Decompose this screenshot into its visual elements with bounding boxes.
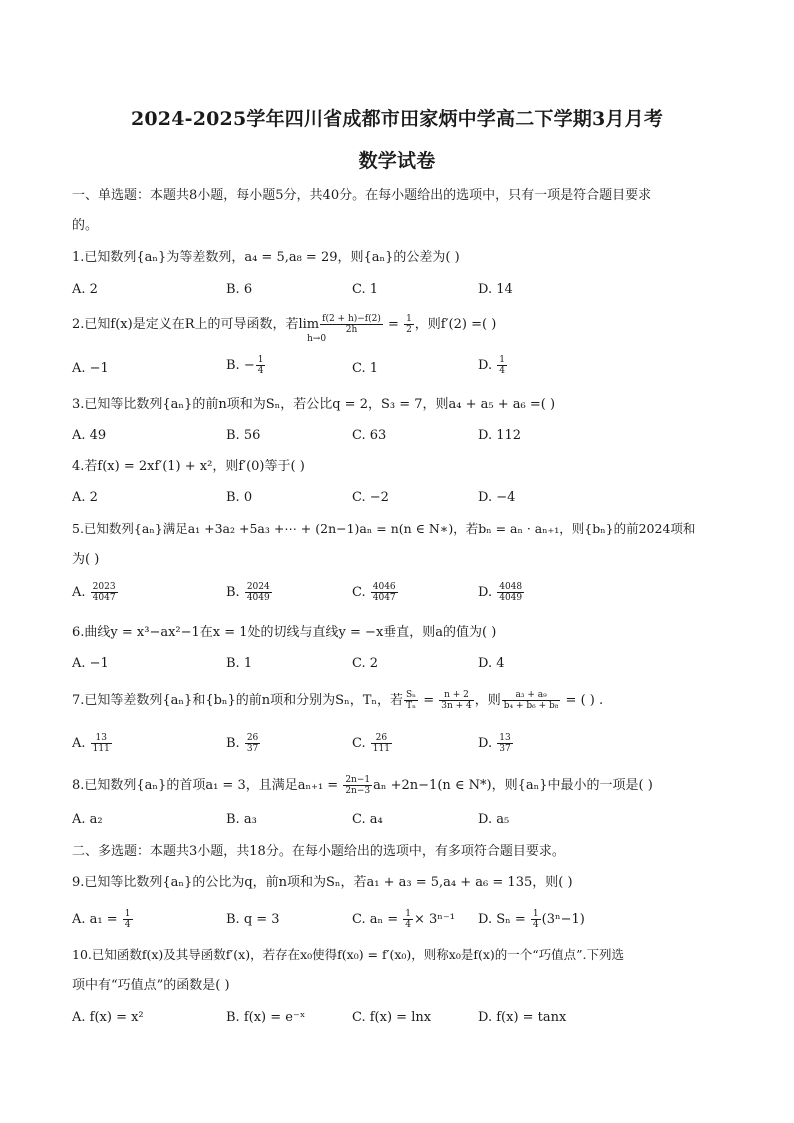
q5-option-d-num: 4048 bbox=[499, 582, 523, 592]
q1-option-d: D. 14 bbox=[478, 282, 513, 297]
q10-stem: 10.已知函数f(x)及其导函数f′(x)，若存在x₀使得f(x₀) = f′(x₀)，则称x₀是f(x)的一个“巧值点”.下列选 bbox=[72, 947, 625, 962]
q9-option-a bbox=[72, 909, 134, 930]
q7-option-a-den: 111 bbox=[92, 744, 110, 754]
q5-option-a bbox=[72, 582, 119, 603]
q2-option-b-den: 4 bbox=[257, 366, 264, 376]
q2-option-b-label: B. − bbox=[226, 358, 255, 373]
q7-stem bbox=[72, 690, 732, 711]
q5-option-a-den: 4047 bbox=[92, 593, 116, 603]
q2-equals: = bbox=[383, 317, 404, 332]
q7-option-b-den: 37 bbox=[246, 744, 259, 754]
q7-equals: = bbox=[419, 693, 439, 708]
q2-option-a: A. −1 bbox=[72, 361, 109, 376]
q7-option-a bbox=[72, 733, 113, 754]
q2-lim-subscript: h→0 bbox=[307, 334, 327, 344]
q5-option-b-label: B. bbox=[226, 585, 244, 600]
q6-option-c: C. 2 bbox=[352, 656, 379, 671]
q7-then: ，则 bbox=[474, 693, 501, 708]
q3-option-c: C. 63 bbox=[352, 428, 387, 443]
exam-subtitle: 数学试卷 bbox=[358, 150, 436, 172]
q4-option-a: A. 2 bbox=[72, 490, 98, 505]
q7-option-d-den: 37 bbox=[499, 744, 511, 754]
q4-option-b: B. 0 bbox=[226, 490, 253, 505]
q8-option-c: C. a₄ bbox=[352, 812, 383, 827]
q7-option-d bbox=[478, 733, 514, 754]
q8-stem-post: aₙ +2n−1(n ∈ N*)，则{aₙ}中最小的一项是( ) bbox=[373, 778, 653, 793]
q2-fraction-num: f(2 + h)−f(2) bbox=[322, 314, 381, 324]
q3-option-b: B. 56 bbox=[226, 428, 261, 443]
q10-option-b: B. f(x) = e⁻ˣ bbox=[226, 1010, 306, 1025]
q6-stem: 6.曲线y = x³−ax²−1在x = 1处的切线与直线y = −x垂直，则a的值为( ) bbox=[72, 625, 497, 640]
q6-option-a: A. −1 bbox=[72, 656, 109, 671]
q9-option-d bbox=[478, 909, 585, 930]
q1-option-a: A. 2 bbox=[72, 282, 98, 297]
q5-option-b-num: 2024 bbox=[246, 582, 270, 592]
q5-option-c-num: 4046 bbox=[372, 582, 396, 592]
q8-stem-pre: 8.已知数列{aₙ}的首项a₁ = 3，且满足aₙ₊₁ = bbox=[72, 778, 343, 793]
q2-option-d bbox=[478, 355, 508, 376]
q7-frac3-num: a₃ + a₉ bbox=[502, 690, 561, 701]
q5-option-c-label: C. bbox=[352, 585, 370, 600]
q5-option-b-den: 4049 bbox=[246, 593, 270, 603]
q8-option-d: D. a₅ bbox=[478, 812, 510, 827]
q9-option-c-label: C. aₙ = bbox=[352, 912, 403, 927]
q2-fraction-den: 2h bbox=[345, 325, 358, 335]
q2-option-d-den: 4 bbox=[499, 366, 505, 376]
q4-option-c: C. −2 bbox=[352, 490, 389, 505]
q7-option-c-num: 26 bbox=[371, 733, 392, 744]
q5-option-d bbox=[478, 582, 525, 603]
q6-option-b: B. 1 bbox=[226, 656, 253, 671]
q5-stem: 5.已知数列{aₙ}满足a₁ +3a₂ +5a₃ +⋯ + (2n−1)aₙ = n(n ∈ N∗)，若bₙ = aₙ · aₙ₊₁，则{bₙ}的前2024项和 bbox=[72, 521, 696, 536]
q7-frac2-den: 3n + 4 bbox=[441, 701, 472, 711]
q2-stem-post: ，则f′(2) =( ) bbox=[414, 317, 497, 332]
q9-option-d-post: (3ⁿ−1) bbox=[541, 912, 585, 927]
q7-option-b-num: 26 bbox=[246, 733, 259, 743]
q7-option-d-num: 13 bbox=[499, 733, 511, 743]
q7-option-a-num: 13 bbox=[91, 733, 112, 744]
q2-option-d-label: D. bbox=[478, 358, 497, 373]
q7-option-c-label: C. bbox=[352, 736, 370, 751]
q8-stem bbox=[72, 775, 732, 796]
q7-frac2-num: n + 2 bbox=[439, 690, 474, 701]
q9-option-c-post: × 3ⁿ⁻¹ bbox=[414, 912, 456, 927]
q7-frac3-den: b₄ + b₆ + b₈ bbox=[503, 701, 559, 711]
q9-stem: 9.已知等比数列{aₙ}的公比为q，前n项和为Sₙ，若a₁ + a₃ = 5,a₄ + a₆ = 135，则( ) bbox=[72, 875, 573, 890]
q9-option-b: B. q = 3 bbox=[226, 912, 280, 927]
q4-stem: 4.若f(x) = 2xf′(1) + x²，则f′(0)等于( ) bbox=[72, 459, 305, 474]
q9-option-a-den: 4 bbox=[124, 920, 131, 930]
q7-stem-pre: 7.已知等差数列{aₙ}和{bₙ}的前n项和分别为Sₙ，Tₙ，若 bbox=[72, 693, 404, 708]
q1-stem: 1.已知数列{aₙ}为等差数列，a₄ = 5,a₈ = 29，则{aₙ}的公差为( ) bbox=[72, 250, 460, 265]
q9-option-c-num: 1 bbox=[405, 909, 412, 919]
q2-half bbox=[404, 314, 414, 335]
q2-stem-pre: 2.已知f(x)是定义在R上的可导函数，若lim bbox=[72, 317, 320, 332]
q9-option-a-label: A. a₁ = bbox=[72, 912, 122, 927]
q8-frac-den: 2n−3 bbox=[345, 786, 371, 796]
q5-option-d-den: 4049 bbox=[499, 593, 523, 603]
q1-option-c: C. 1 bbox=[352, 282, 379, 297]
q5-option-c bbox=[352, 582, 399, 603]
q3-stem: 3.已知等比数列{aₙ}的前n项和为Sₙ，若公比q = 2，S₃ = 7，则a₄ + a₅ + a₆ =( ) bbox=[72, 397, 556, 412]
q10-stem-cont: 项中有“巧值点”的函数是( ) bbox=[72, 978, 230, 993]
q2-option-b bbox=[226, 355, 266, 376]
q7-option-d-label: D. bbox=[478, 736, 497, 751]
q7-option-c bbox=[352, 733, 393, 754]
q3-option-d: D. 112 bbox=[478, 428, 522, 443]
q5-stem-cont: 为( ) bbox=[72, 552, 100, 567]
q2-option-b-num: 1 bbox=[257, 355, 264, 365]
q9-option-d-label: D. Sₙ = bbox=[478, 912, 530, 927]
q2-fraction bbox=[320, 314, 383, 335]
q2-option-c: C. 1 bbox=[352, 361, 379, 376]
q10-option-d: D. f(x) = tanx bbox=[478, 1010, 567, 1025]
q9-option-a-num: 1 bbox=[124, 909, 131, 919]
q2-half-num: 1 bbox=[406, 314, 412, 324]
q9-option-c-den: 4 bbox=[405, 920, 412, 930]
q7-option-c-den: 111 bbox=[372, 744, 390, 754]
exam-title: 2024-2025学年四川省成都市田家炳中学高二下学期3月月考 bbox=[130, 108, 664, 130]
q5-option-a-num: 2023 bbox=[92, 582, 116, 592]
section1-heading-cont: 的。 bbox=[72, 218, 99, 233]
q10-option-a: A. f(x) = x² bbox=[72, 1010, 144, 1025]
q9-option-d-den: 4 bbox=[532, 920, 539, 930]
q7-option-b bbox=[226, 733, 261, 754]
q9-option-d-num: 1 bbox=[532, 909, 539, 919]
q7-option-a-label: A. bbox=[72, 736, 90, 751]
q4-option-d: D. −4 bbox=[478, 490, 516, 505]
section2-heading: 二、多选题：本题共3小题，共18分。在每小题给出的选项中，有多项符合题目要求。 bbox=[72, 844, 565, 859]
q2-option-d-num: 1 bbox=[499, 355, 505, 365]
q7-option-b-label: B. bbox=[226, 736, 244, 751]
q3-option-a: A. 49 bbox=[72, 428, 107, 443]
q5-option-b bbox=[226, 582, 273, 603]
q7-frac1-den: Tₙ bbox=[406, 701, 416, 711]
q8-frac-num: 2n−1 bbox=[345, 775, 371, 785]
q5-option-d-label: D. bbox=[478, 585, 497, 600]
q7-stem-post: = ( ) . bbox=[561, 693, 604, 708]
q6-option-d: D. 4 bbox=[478, 656, 505, 671]
q1-option-b: B. 6 bbox=[226, 282, 253, 297]
q10-option-c: C. f(x) = lnx bbox=[352, 1010, 432, 1025]
q8-option-b: B. a₃ bbox=[226, 812, 257, 827]
q2-half-den: 2 bbox=[406, 325, 412, 335]
q5-option-a-label: A. bbox=[72, 585, 90, 600]
q9-option-c bbox=[352, 909, 455, 930]
q8-option-a: A. a₂ bbox=[72, 812, 103, 827]
q2-stem bbox=[72, 314, 732, 335]
q7-frac1-num: Sₙ bbox=[406, 690, 417, 700]
q5-option-c-den: 4047 bbox=[372, 593, 396, 603]
section1-heading: 一、单选题：本题共8小题，每小题5分，共40分。在每小题给出的选项中，只有一项是符合题目要求 bbox=[72, 188, 652, 203]
